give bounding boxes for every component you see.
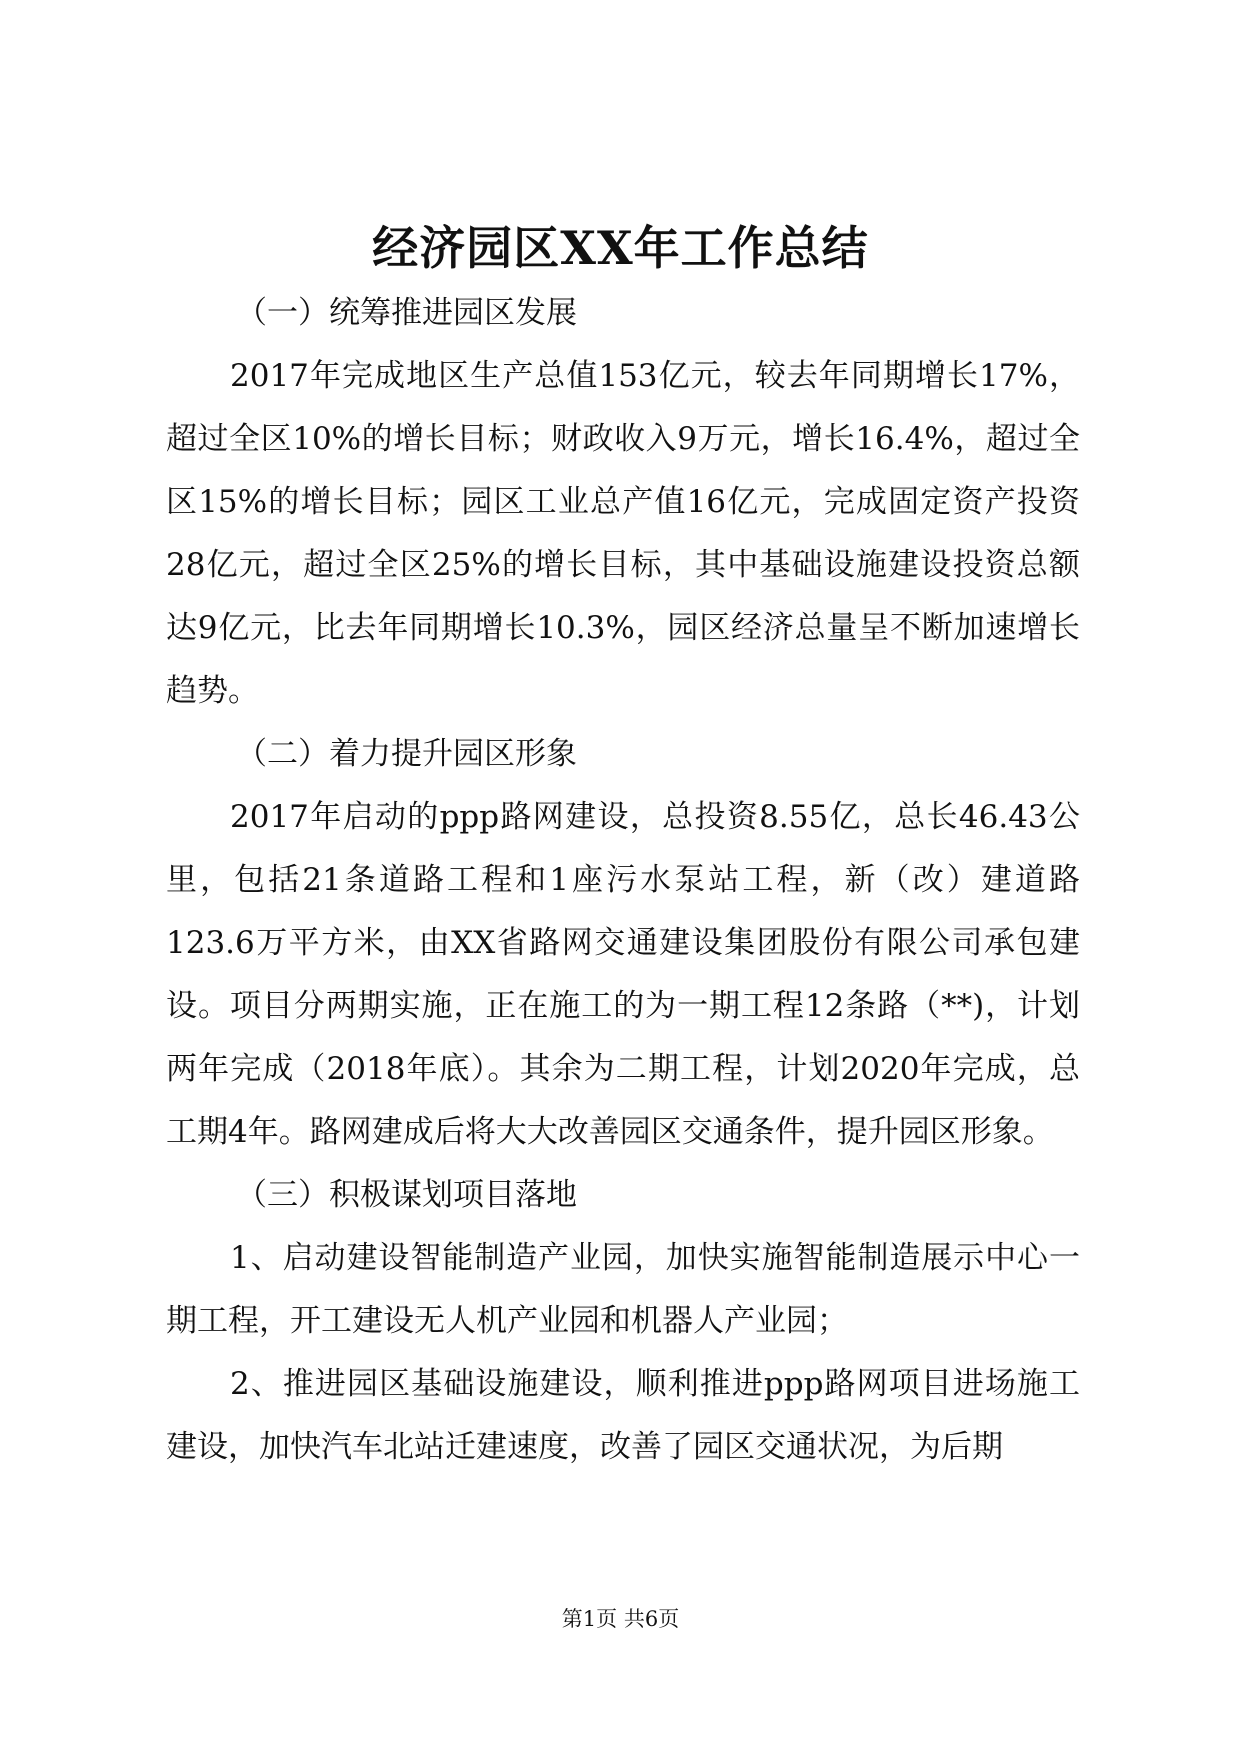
paragraph: 2、推进园区基础设施建设，顺利推进ppp路网项目进场施工建设，加快汽车北站迁建速度，改善了园区交通状况，为后期 [166,1366,1080,1465]
section-heading: （一）统筹推进园区发展 [236,295,577,331]
section-1 [166,282,1080,723]
paragraph: 1、启动建设智能制造产业园，加快实施智能制造展示中心一期工程，开工建设无人机产业园和机器人产业园； [166,1240,1080,1339]
paragraph: 2017年完成地区生产总值153亿元，较去年同期增长17%，超过全区10%的增长目标；财政收入9万元，增长16.4%，超过全区15%的增长目标；园区工业总产值16亿元，完成固定资产投资28亿元，超过全区25%的增长目标，其中基础设施建设投资总额达9亿元，比去年同期增长10.3%，园区经济总量呈不断加速增长趋势。 [166,358,1080,709]
section-heading: （三）积极谋划项目落地 [236,1177,577,1213]
document-body [166,282,1080,1479]
section-2 [166,723,1080,1164]
paragraph: 2017年启动的ppp路网建设，总投资8.55亿，总长46.43公里，包括21条道路工程和1座污水泵站工程，新（改）建道路123.6万平方米，由XX省路网交通建设集团股份有限公司承包建设。项目分两期实施，正在施工的为一期工程12条路（**)，计划两年完成（2018年底）。其余为二期工程，计划2020年完成，总工期4年。路网建成后将大大改善园区交通条件，提升园区形象。 [166,799,1080,1150]
section-3 [166,1164,1080,1479]
section-heading: （二）着力提升园区形象 [236,736,577,772]
page-number-footer: 第1页 共6页 [561,1607,680,1631]
document-title: 经济园区XX年工作总结 [372,221,869,275]
